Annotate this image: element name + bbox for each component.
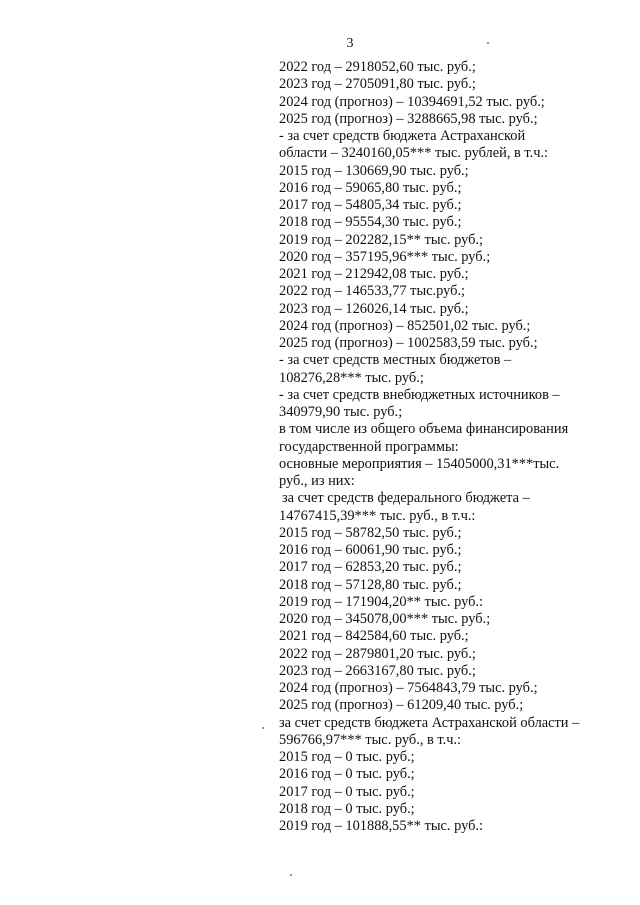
text-line: 2019 год – 101888,55** тыс. руб.: [279, 818, 484, 834]
text-line: 2018 год – 0 тыс. руб.; [279, 800, 415, 817]
text-line: - за счет средств внебюджетных источников – [279, 386, 560, 403]
text-line: 2016 год – 60061,90 тыс. руб.; [279, 542, 462, 558]
text-line: 2023 год – 2663167,80 тыс. руб.; [279, 662, 476, 679]
text-line: 2019 год – 202282,15** тыс. руб.; [279, 231, 484, 248]
text-line: области – 3240160,05*** тыс. рублей, в т.ч.: [279, 145, 549, 162]
text-line: 2019 год – 171904,20** тыс. руб.: [279, 593, 484, 610]
text-line: в том числе из общего объема финансирования [279, 421, 569, 438]
text-line: 2018 год – 95554,30 тыс. руб.; [279, 214, 462, 231]
text-line: - за счет средств местных бюджетов – [279, 352, 512, 369]
text-line: 2017 год – 0 тыс. руб.; [279, 783, 415, 800]
text-line: 108276,28*** тыс. руб.; [279, 369, 424, 386]
text-line: 2023 год – 126026,14 тыс. руб.; [279, 300, 469, 317]
text-line: руб., из них: [279, 473, 355, 489]
text-line: 2022 год – 146533,77 тыс.руб.; [279, 283, 466, 300]
text-line: 2022 год – 2918052,60 тыс. руб.; [279, 59, 476, 75]
text-line: 2021 год – 212942,08 тыс. руб.; [279, 266, 469, 282]
text-line: за счет средств бюджета Астраханской области – [279, 714, 580, 731]
text-line: 340979,90 тыс. руб.; [279, 404, 403, 420]
text-line: 596766,97*** тыс. руб., в т.ч.: [279, 731, 462, 748]
text-line: 2016 год – 59065,80 тыс. руб.; [279, 179, 462, 196]
text-line: 2018 год – 57128,80 тыс. руб.; [279, 576, 462, 593]
text-line: 2024 год (прогноз) – 852501,02 тыс. руб.; [279, 317, 531, 334]
text-line: 2016 год – 0 тыс. руб.; [279, 766, 415, 783]
text-line: 14767415,39*** тыс. руб., в т.ч.: [279, 507, 476, 524]
text-line: 2024 год (прогноз) – 10394691,52 тыс. руб.; [279, 93, 545, 110]
text-line: государственной программы: [279, 438, 459, 455]
scan-speck [262, 727, 264, 729]
scan-speck [290, 874, 292, 876]
text-line: 2015 год – 130669,90 тыс. руб.; [279, 162, 469, 179]
scan-speck [487, 42, 489, 44]
financing-text [279, 59, 609, 835]
text-line: основные мероприятия – 15405000,31***тыс. [279, 455, 560, 472]
text-line: 2017 год – 54805,34 тыс. руб.; [279, 197, 462, 213]
text-line: 2015 год – 0 тыс. руб.; [279, 749, 415, 765]
text-line: за счет средств федерального бюджета – [282, 490, 530, 507]
text-line: 2022 год – 2879801,20 тыс. руб.; [279, 645, 476, 662]
text-line: 2015 год – 58782,50 тыс. руб.; [279, 524, 462, 541]
text-line: 2020 год – 345078,00*** тыс. руб.; [279, 611, 491, 627]
text-line: 2025 год (прогноз) – 1002583,59 тыс. руб.; [279, 335, 538, 351]
text-line: 2024 год (прогноз) – 7564843,79 тыс. руб.; [279, 680, 538, 696]
page-number: 3 [346, 36, 354, 51]
text-line: 2025 год (прогноз) – 61209,40 тыс. руб.; [279, 697, 524, 714]
text-line: 2017 год – 62853,20 тыс. руб.; [279, 559, 462, 576]
text-line: - за счет средств бюджета Астраханской [279, 128, 526, 144]
text-line: 2025 год (прогноз) – 3288665,98 тыс. руб.; [279, 110, 538, 127]
text-line: 2020 год – 357195,96*** тыс. руб.; [279, 248, 491, 265]
text-line: 2023 год – 2705091,80 тыс. руб.; [279, 76, 476, 93]
text-line: 2021 год – 842584,60 тыс. руб.; [279, 628, 469, 645]
